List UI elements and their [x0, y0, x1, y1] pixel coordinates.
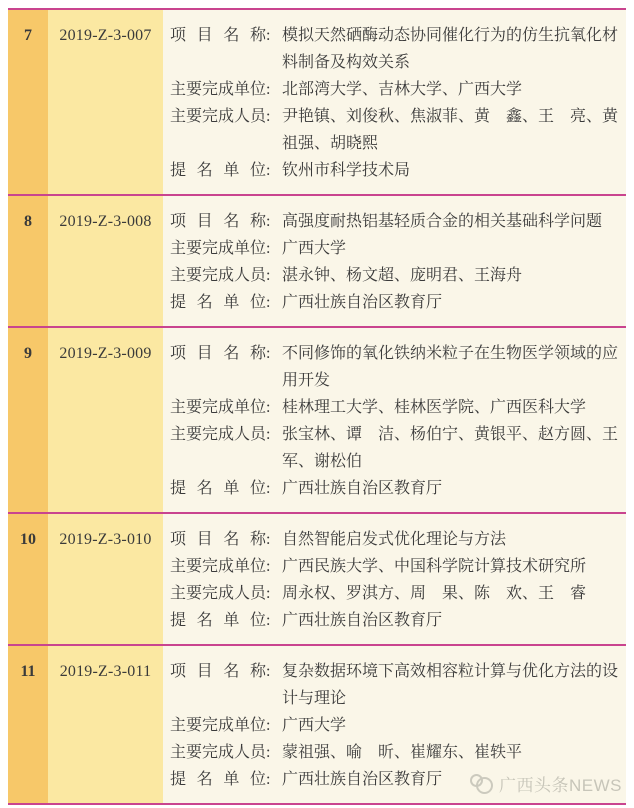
- field-label-nominator: 提名单位: [170, 612, 266, 629]
- guangxi-toutiao-logo-icon: [470, 773, 494, 795]
- field-label-nominator: 提名单位: [170, 771, 266, 788]
- field-label-main-units: 主要完成单位: [170, 717, 267, 734]
- project-code: 2019-Z-3-009: [48, 328, 163, 512]
- main-units-value: 广西民族大学、中国科学院计算技术研究所: [282, 558, 587, 575]
- field-nominator: [170, 607, 626, 634]
- label-colon: :: [266, 744, 271, 761]
- field-main-units: [170, 76, 626, 103]
- project-name-value: 高强度耐热铝基轻质合金的相关基础科学问题: [282, 213, 603, 230]
- label-colon: :: [266, 81, 271, 98]
- table-row: [8, 514, 626, 646]
- watermark: [470, 771, 622, 796]
- field-nominator: [170, 475, 626, 502]
- project-code: 2019-Z-3-011: [48, 646, 163, 803]
- field-main-units: [170, 394, 626, 421]
- row-number: 8: [8, 196, 48, 326]
- label-colon: :: [266, 399, 271, 416]
- field-main-personnel: [170, 421, 634, 475]
- label-colon: :: [266, 663, 271, 680]
- table-row: [8, 196, 626, 328]
- label-colon: :: [266, 345, 271, 362]
- field-project-name: [170, 340, 626, 394]
- label-colon: :: [266, 612, 271, 629]
- field-label-main-personnel: 主要完成人员: [170, 585, 267, 602]
- field-label-main-personnel: 主要完成人员: [170, 426, 267, 443]
- field-label-project-name: 项目名称: [170, 531, 266, 548]
- label-colon: :: [266, 267, 271, 284]
- project-details: [163, 514, 626, 644]
- field-label-project-name: 项目名称: [170, 345, 266, 362]
- nominator-value: 钦州市科学技术局: [282, 162, 411, 179]
- field-nominator: [170, 289, 626, 316]
- nominator-value: 广西壮族自治区教育厅: [282, 612, 443, 629]
- field-main-personnel: [170, 580, 626, 607]
- nominator-value: 广西壮族自治区教育厅: [282, 771, 443, 788]
- project-details: [163, 10, 626, 194]
- project-name-value: 模拟天然硒酶动态协同催化行为的仿生抗氧化材料制备及构效关系: [282, 27, 619, 71]
- project-name-value: 自然智能启发式优化理论与方法: [282, 531, 507, 548]
- label-colon: :: [266, 213, 271, 230]
- label-colon: :: [266, 27, 271, 44]
- main-personnel-value: 蒙祖强、喻 昕、崔耀东、崔轶平: [282, 744, 523, 761]
- field-main-personnel: [170, 739, 626, 766]
- table-row: [8, 328, 634, 514]
- project-details: [163, 196, 626, 326]
- field-label-nominator: 提名单位: [170, 480, 266, 497]
- label-colon: :: [266, 162, 271, 179]
- label-colon: :: [266, 771, 271, 788]
- label-colon: :: [266, 240, 271, 257]
- label-colon: :: [266, 480, 271, 497]
- field-label-main-personnel: 主要完成人员: [170, 744, 267, 761]
- main-units-value: 广西大学: [282, 240, 347, 257]
- watermark-text: 广西头条NEWS: [499, 776, 622, 795]
- field-label-main-units: 主要完成单位: [170, 558, 267, 575]
- nominator-value: 广西壮族自治区教育厅: [282, 480, 443, 497]
- field-label-main-units: 主要完成单位: [170, 399, 267, 416]
- field-nominator: [170, 157, 626, 184]
- field-project-name: [170, 658, 626, 712]
- label-colon: :: [266, 108, 271, 125]
- label-colon: :: [266, 531, 271, 548]
- main-units-value: 北部湾大学、吉林大学、广西大学: [282, 81, 523, 98]
- field-label-nominator: 提名单位: [170, 294, 266, 311]
- row-number: 7: [8, 10, 48, 194]
- field-label-project-name: 项目名称: [170, 213, 266, 230]
- field-label-main-units: 主要完成单位: [170, 81, 267, 98]
- field-main-personnel: [170, 103, 626, 157]
- field-project-name: [170, 526, 626, 553]
- main-units-value: 桂林理工大学、桂林医学院、广西医科大学: [282, 399, 587, 416]
- main-units-value: 广西大学: [282, 717, 347, 734]
- field-project-name: [170, 22, 626, 76]
- main-personnel-value: 周永权、罗淇方、周 果、陈 欢、王 睿: [282, 585, 587, 602]
- main-personnel-value: 尹艳镇、刘俊秋、焦淑菲、黄 鑫、王 亮、黄祖强、胡晓熙: [282, 108, 619, 152]
- field-main-units: [170, 235, 626, 262]
- row-number: 10: [8, 514, 48, 644]
- award-table: [8, 8, 634, 805]
- row-number: 9: [8, 328, 48, 512]
- field-label-main-personnel: 主要完成人员: [170, 267, 267, 284]
- field-main-personnel: [170, 262, 626, 289]
- label-colon: :: [266, 426, 271, 443]
- field-label-nominator: 提名单位: [170, 162, 266, 179]
- project-code: 2019-Z-3-007: [48, 10, 163, 194]
- field-label-main-personnel: 主要完成人员: [170, 108, 267, 125]
- project-code: 2019-Z-3-010: [48, 514, 163, 644]
- field-main-units: [170, 553, 626, 580]
- label-colon: :: [266, 558, 271, 575]
- nominator-value: 广西壮族自治区教育厅: [282, 294, 443, 311]
- label-colon: :: [266, 294, 271, 311]
- label-colon: :: [266, 585, 271, 602]
- field-project-name: [170, 208, 626, 235]
- field-label-project-name: 项目名称: [170, 663, 266, 680]
- field-main-units: [170, 712, 626, 739]
- label-colon: :: [266, 717, 271, 734]
- main-personnel-value: 湛永钟、杨文超、庞明君、王海舟: [282, 267, 523, 284]
- table-row: [8, 10, 626, 196]
- field-label-project-name: 项目名称: [170, 27, 266, 44]
- project-code: 2019-Z-3-008: [48, 196, 163, 326]
- project-details: [163, 328, 634, 512]
- project-name-value: 不同修饰的氧化铁纳米粒子在生物医学领域的应用开发: [282, 345, 619, 389]
- project-name-value: 复杂数据环境下高效相容粒计算与优化方法的设计与理论: [282, 663, 619, 707]
- field-label-main-units: 主要完成单位: [170, 240, 267, 257]
- row-number: 11: [8, 646, 48, 803]
- main-personnel-value: 张宝林、谭 洁、杨伯宁、黄银平、赵方圆、王 军、谢松伯: [282, 426, 634, 470]
